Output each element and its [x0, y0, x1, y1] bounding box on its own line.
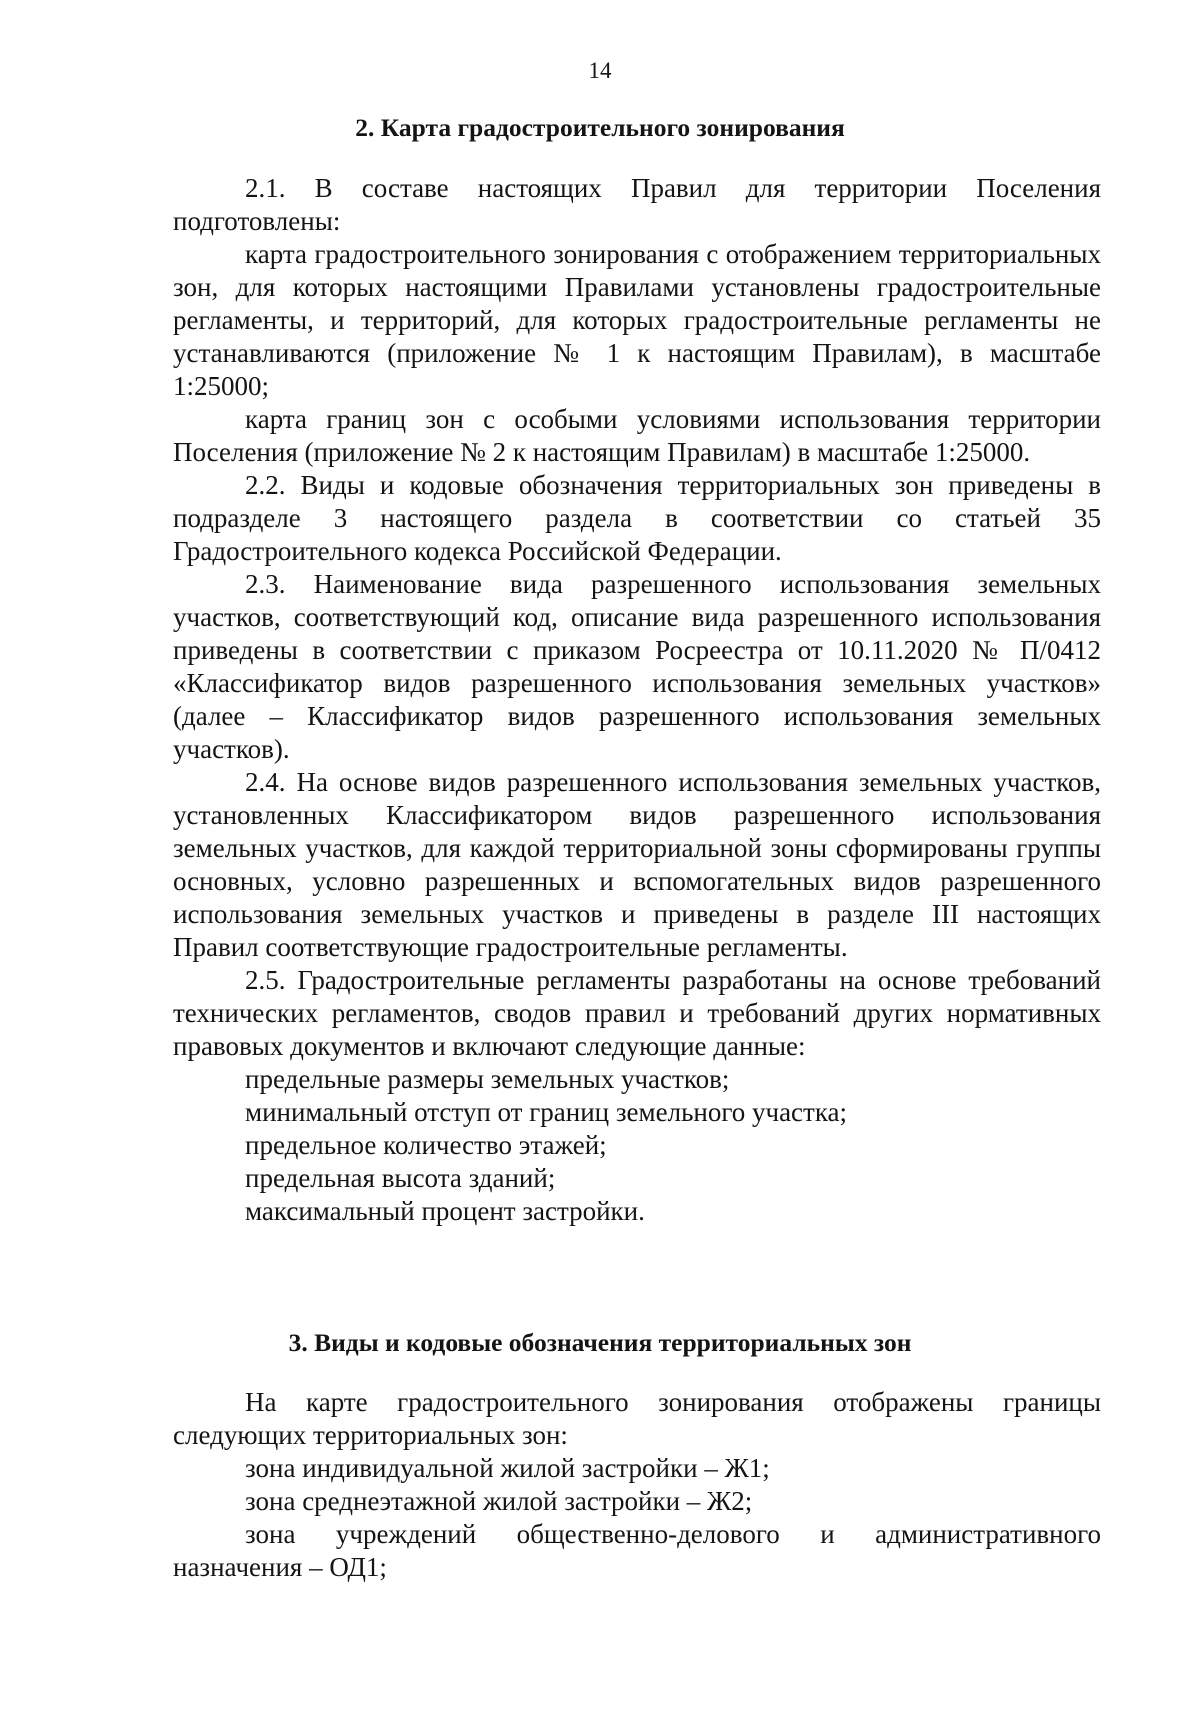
list-item-build-percentage: максимальный процент застройки.: [245, 1196, 645, 1226]
list-item-floor-count: предельное количество этажей;: [245, 1130, 607, 1160]
section-2-title: 2. Карта градостроительного зонирования: [355, 113, 845, 142]
list-item-plot-sizes: предельные размеры земельных участков;: [245, 1064, 730, 1094]
paragraph-zoning-map: карта градостроительного зонирования с отображением территориальных зон, для которых настоящими Правилами установлены градостроительные регламенты, и территорий, для которых градостроительные регламенты не устанавливаются (приложение № 1 к настоящим Правилам), в масштабе 1:25000;: [173, 239, 1101, 401]
list-item-zone-zh1: зона индивидуальной жилой застройки – Ж1;: [245, 1453, 770, 1483]
list-item-zone-od1: зона учреждений общественно-делового и административного назначения – ОД1;: [173, 1519, 1101, 1582]
section-3-body: [173, 1386, 1101, 1584]
paragraph-2-4: 2.4. На основе видов разрешенного использования земельных участков, установленных Классификатором видов разрешенного использования земельных участков, для каждой территориальной зоны сформированы группы основных, условно разрешенных и вспомогательных видов разрешенного использования земельных участков и приведены в разделе III настоящих Правил соответствующие градостроительные регламенты.: [173, 767, 1101, 962]
paragraph-2-5: 2.5. Градостроительные регламенты разработаны на основе требований технических регламентов, сводов правил и требований других нормативных правовых документов и включают следующие данные:: [173, 965, 1101, 1061]
list-item-min-setback: минимальный отступ от границ земельного участка;: [245, 1097, 848, 1127]
paragraph-2-1: 2.1. В составе настоящих Правил для территории Поселения подготовлены:: [173, 173, 1101, 236]
list-item-building-height: предельная высота зданий;: [245, 1163, 556, 1193]
paragraph-2-3: 2.3. Наименование вида разрешенного использования земельных участков, соответствующий код, описание вида разрешенного использования приведены в соответствии с приказом Росреестра от 10.11.2020 № П/0412 «Классификатор видов разрешенного использования земельных участков» (далее – Классификатор видов разрешенного использования земельных участков).: [173, 569, 1101, 764]
list-item-zone-zh2: зона среднеэтажной жилой застройки – Ж2;: [245, 1486, 753, 1516]
page-number: 14: [588, 58, 612, 83]
section-3-title: 3. Виды и кодовые обозначения территориальных зон: [288, 1328, 912, 1357]
paragraph-2-2: 2.2. Виды и кодовые обозначения территориальных зон приведены в подразделе 3 настоящего раздела в соответствии со статьей 35 Градостроительного кодекса Российской Федерации.: [173, 470, 1101, 566]
paragraph-special-zones-map: карта границ зон с особыми условиями использования территории Поселения (приложение № 2 к настоящим Правилам) в масштабе 1:25000.: [173, 404, 1101, 467]
section-2-body: [173, 172, 1101, 1228]
paragraph-zones-intro: На карте градостроительного зонирования отображены границы следующих территориальных зон:: [173, 1387, 1101, 1450]
